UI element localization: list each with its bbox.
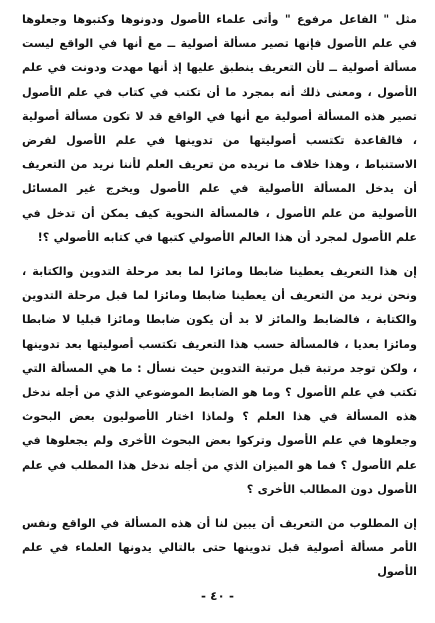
page-number: - ٤٠ - bbox=[201, 589, 234, 603]
paragraph-3: إن المطلوب من التعريف أن يبين لنا أن هذه المسألة في الواقع ونفس الأمر مسألة أصولية قبل تدوينها حتى بالتالي يدونها العلماء في علم الأصول bbox=[22, 517, 417, 579]
paragraph-2: إن هذا التعريف يعطينا ضابطا ومائزا لما بعد مرحلة التدوين والكتابة ، ونحن نريد من التعريف أن يعطينا ضابطا ومائزا لما قبل مرحلة التدوين والكتابة ، فالضابط والمائز لا بد أن يكون ضابطا ومائزا قبليا لا ضابطا ومائزا بعديا ، فالمسألة حسب هذا التعريف تكتسب أصوليتها بعد تدوينها ، ولكن توجد مرتبة قبل مرتبة التدوين حيث نسأل : ما هي المسألة التي تكتب في علم الأصول ؟ وما هو الضابط الموضوعي الذي من أجله ندخل هذه المسألة في هذا العلم ؟ ولماذا اختار الأصوليون بعض البحوث وجعلوها في علم الأصول وتركوا بعض البحوث الأخرى ولم يجعلوها في علم الأصول ؟ فما هو الميزان الذي من أجله ندخل هذا المطلب في علم الأصول دون المطالب الأخرى ؟ bbox=[22, 265, 417, 496]
paragraph-1: مثل " الفاعل مرفوع " وأتى علماء الأصول ودونوها وكتبوها وجعلوها في علم الأصول فإنها تصير مسألة أصولية ــ مع أنها في الواقع ليست مسألة أصولية ــ لأن التعريف ينطبق عليها إذ أنها مهدت ودونت في علم الأصول ، ومعنى ذلك أنه بمجرد ما أن تكتب في كتاب في علم الأصول تصير هذه المسألة أصولية مع أنها في الواقع قد لا تكون مسألة أصولية ، فالقاعدة تكتسب أصوليتها من تدوينها في علم الأصول لفرض الاستنباط ، وهذا خلاف ما نريده من تعريف العلم لأننا نريد من التعريف أن يدخل المسألة الأصولية في علم الأصول ويخرج غير المسائل الأصولية من علم الأصول ، فالمسألة النحوية كيف يمكن أن تدخل في علم الأصول لمجرد أن هذا العالم الأصولي كتبها في كتابه الأصولي ؟! bbox=[22, 13, 417, 244]
body-text bbox=[22, 8, 417, 585]
